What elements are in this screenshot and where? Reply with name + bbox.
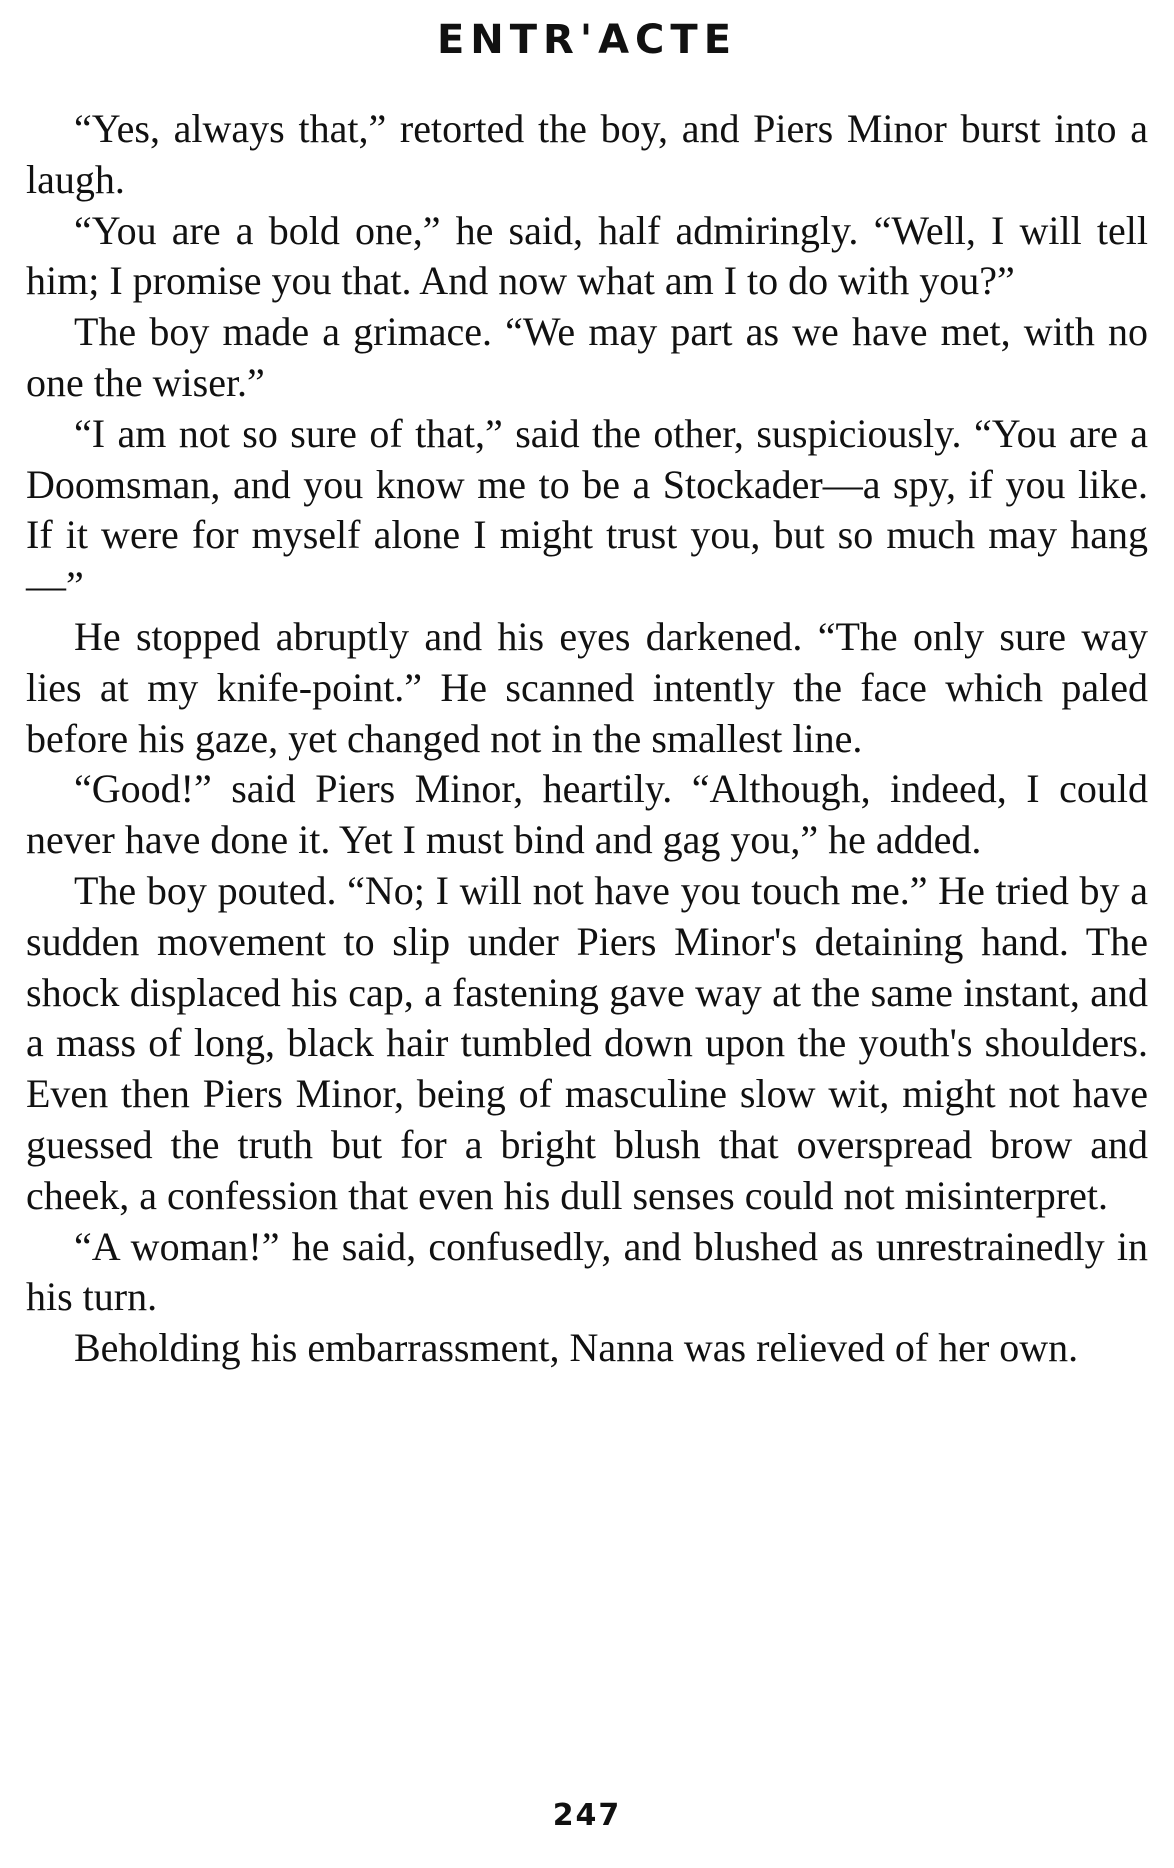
paragraph: The boy pouted. “No; I will not have you touch me.” He tried by a sudden movement to slip under Piers Minor's detaining hand. The shock displaced his cap, a fastening gave way at the same instant, and a mass of long, black hair tumbled down upon the youth's shoulders. Even then Piers Minor, being of masculine slow wit, might not have guessed the truth but for a bright blush that overspread brow and cheek, a confession that even his dull senses could not misinterpret.	[26, 867, 1148, 1218]
paragraph: Beholding his embarrassment, Nanna was relieved of her own.	[74, 1325, 1079, 1371]
paragraph: “Good!” said Piers Minor, heartily. “Although, indeed, I could never have done it. Yet I must bind and gag you,” he added.	[26, 766, 1148, 863]
running-head: ENTR'ACTE	[436, 17, 738, 63]
book-page	[26, 14, 1148, 1854]
paragraph: “Yes, always that,” retorted the boy, and Piers Minor burst into a laugh.	[26, 106, 1148, 202]
paragraph: “You are a bold one,” he said, half admiringly. “Well, I will tell him; I promise you that. And now what am I to do with you?”	[26, 207, 1148, 304]
body-text	[26, 104, 1148, 1374]
paragraph: “A woman!” he said, confusedly, and blushed as unrestrainedly in his turn.	[26, 1223, 1148, 1320]
paragraph: He stopped abruptly and his eyes darkened. “The only sure way lies at my knife-point.” He scanned intently the face which paled before his gaze, yet changed not in the smallest line.	[26, 613, 1148, 761]
paragraph: The boy made a grimace. “We may part as we have met, with no one the wiser.”	[26, 309, 1148, 405]
page-number: 247	[552, 1798, 622, 1833]
paragraph: “I am not so sure of that,” said the other, suspiciously. “You are a Doomsman, and you know me to be a Stockader—a spy, if you like. If it were for myself alone I might trust you, but so much may hang—”	[26, 410, 1148, 609]
